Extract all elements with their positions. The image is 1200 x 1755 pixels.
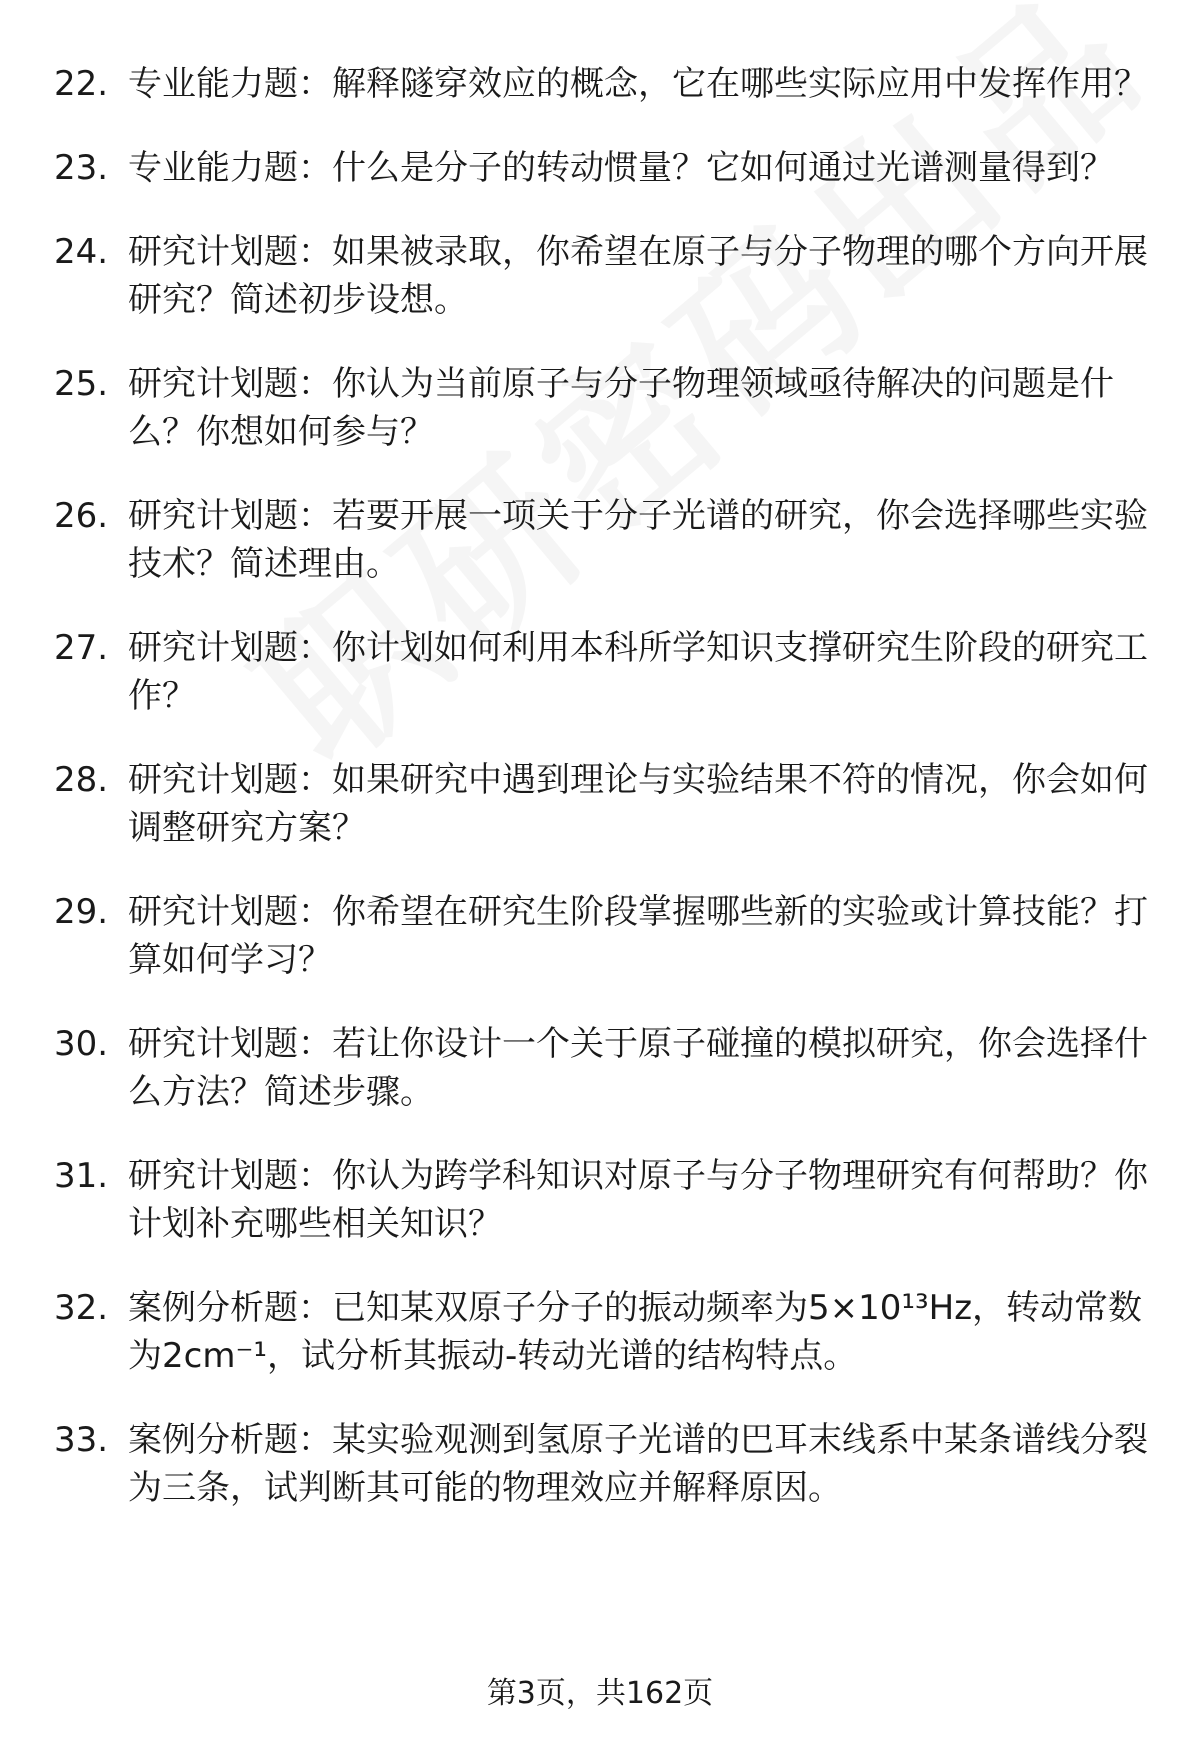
question-text: 研究计划题：你认为当前原子与分子物理领域亟待解决的问题是什么？你想如何参与？ <box>128 364 1114 452</box>
question-text: 研究计划题：若要开展一项关于分子光谱的研究，你会选择哪些实验技术？简述理由。 <box>128 496 1148 584</box>
list-item <box>0 1284 1200 1380</box>
question-number: 29. <box>54 892 109 932</box>
list-item <box>0 756 1200 852</box>
page-number-footer: 第3页，共162页 <box>486 1676 714 1711</box>
list-item <box>0 144 1200 192</box>
list-item <box>0 60 1200 108</box>
list-item <box>0 1416 1200 1512</box>
list-item <box>0 888 1200 984</box>
question-number: 25. <box>54 364 109 404</box>
question-number: 28. <box>54 760 109 800</box>
question-text: 案例分析题：某实验观测到氢原子光谱的巴耳末线系中某条谱线分裂为三条，试判断其可能的物理效应并解释原因。 <box>128 1420 1148 1508</box>
question-text: 专业能力题：什么是分子的转动惯量？它如何通过光谱测量得到？ <box>128 148 1114 188</box>
question-text: 研究计划题：你认为跨学科知识对原子与分子物理研究有何帮助？你计划补充哪些相关知识？ <box>128 1156 1148 1244</box>
list-item <box>0 360 1200 456</box>
question-text: 专业能力题：解释隧穿效应的概念，它在哪些实际应用中发挥作用？ <box>128 64 1148 104</box>
question-text: 研究计划题：如果研究中遇到理论与实验结果不符的情况，你会如何调整研究方案？ <box>128 760 1148 848</box>
list-item <box>0 1152 1200 1248</box>
question-text: 案例分析题：已知某双原子分子的振动频率为5×10¹³Hz，转动常数为2cm⁻¹，试分析其振动-转动光谱的结构特点。 <box>128 1288 1143 1376</box>
question-number: 26. <box>54 496 109 536</box>
question-number: 33. <box>54 1420 109 1460</box>
question-number: 24. <box>54 232 109 272</box>
question-text: 研究计划题：若让你设计一个关于原子碰撞的模拟研究，你会选择什么方法？简述步骤。 <box>128 1024 1148 1112</box>
question-text: 研究计划题：你希望在研究生阶段掌握哪些新的实验或计算技能？打算如何学习？ <box>128 892 1148 980</box>
question-text: 研究计划题：你计划如何利用本科所学知识支撑研究生阶段的研究工作？ <box>128 628 1148 716</box>
list-item <box>0 624 1200 720</box>
question-number: 30. <box>54 1024 109 1064</box>
question-list <box>0 60 1200 1548</box>
list-item <box>0 1020 1200 1116</box>
question-number: 22. <box>54 64 109 104</box>
list-item <box>0 492 1200 588</box>
question-number: 27. <box>54 628 109 668</box>
list-item <box>0 228 1200 324</box>
question-number: 32. <box>54 1288 109 1328</box>
question-number: 23. <box>54 148 109 188</box>
question-number: 31. <box>54 1156 109 1196</box>
question-text: 研究计划题：如果被录取，你希望在原子与分子物理的哪个方向开展研究？简述初步设想。 <box>128 232 1148 320</box>
